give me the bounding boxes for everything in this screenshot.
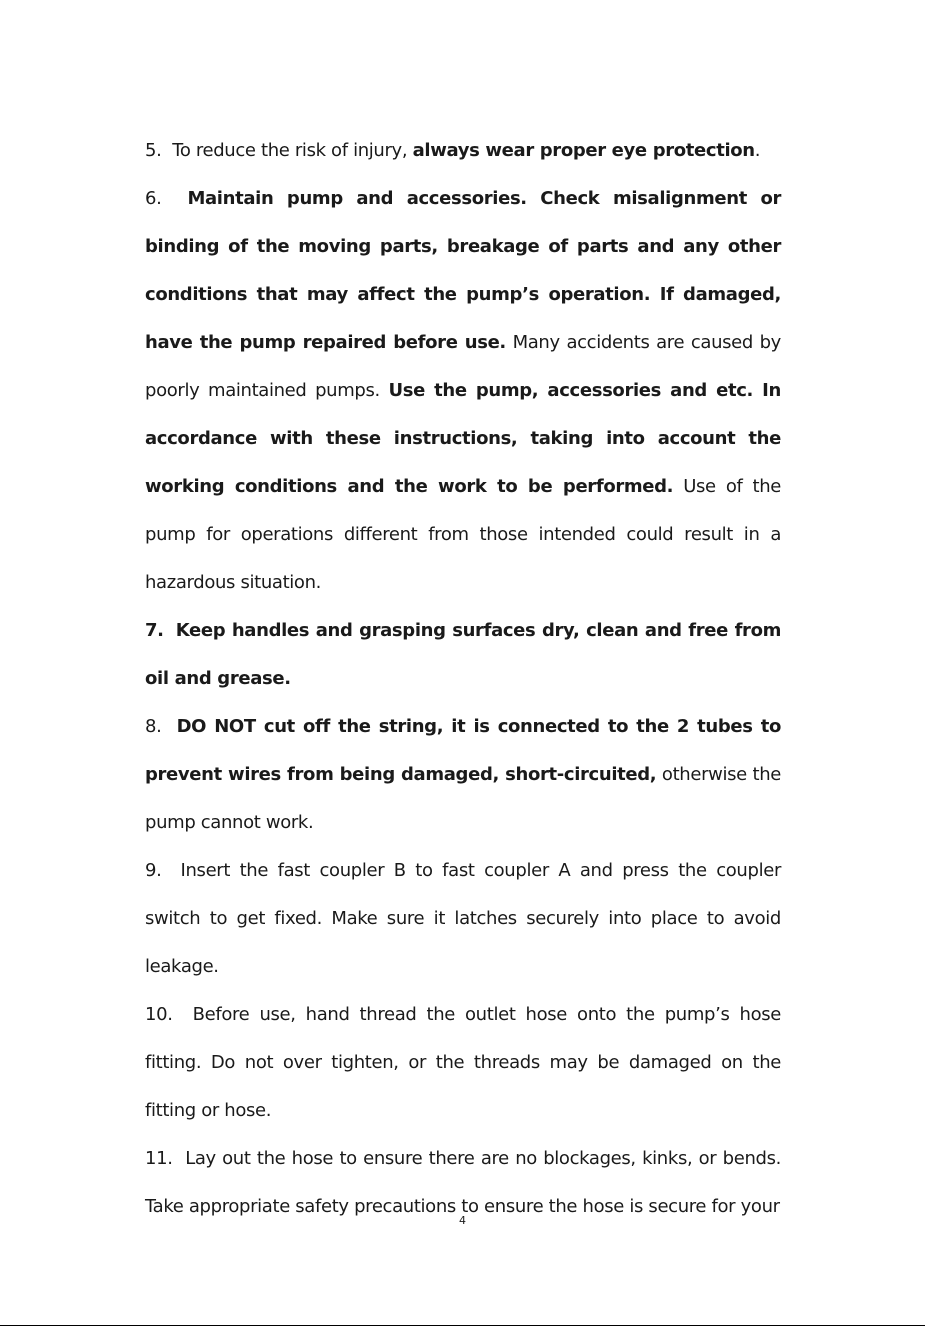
instruction-item: [145, 991, 781, 1135]
instruction-item: [145, 607, 781, 703]
item-number: 8.: [145, 716, 162, 737]
page-number: 4: [459, 1214, 466, 1227]
emphasis-text: DO NOT cut off the string, it is connected to the 2 tubes to prevent wires from being damaged, short-circuited,: [145, 716, 782, 785]
body-text: Lay out the hose to ensure there are no blockages, kinks, or bends. Take appropriate safety precautions to ensure the hose is secure for your: [145, 1148, 781, 1217]
manual-body: [145, 127, 781, 1231]
body-text: Insert the fast coupler B to fast coupler A and press the coupler switch to get fixed. Make sure it latches securely into place to avoid leakage.: [145, 860, 781, 977]
item-number: 9.: [145, 860, 162, 881]
item-number: 6.: [145, 188, 162, 209]
item-number: 5.: [145, 140, 162, 161]
item-number: 7.: [145, 620, 164, 641]
body-text: Many accidents are caused by poorly maintained pumps.: [145, 332, 781, 401]
item-number: 10.: [145, 1004, 173, 1025]
emphasis-text: always wear proper eye protection: [412, 140, 755, 161]
body-text: Use of the pump for operations different from those intended could result in a hazardous situation.: [145, 476, 781, 593]
item-number: 11.: [145, 1148, 173, 1169]
emphasis-text: Maintain pump and accessories. Check misalignment or binding of the moving parts, breakage of parts and any other conditions that may affect the pump’s operation. If damaged, have the pump repaired before use.: [145, 188, 782, 353]
instruction-item: [145, 703, 781, 847]
body-text: .: [754, 140, 761, 161]
instruction-item: [145, 127, 781, 175]
emphasis-text: Keep handles and grasping surfaces dry, clean and free from oil and grease.: [145, 620, 782, 689]
instruction-item: [145, 175, 781, 607]
body-text: Before use, hand thread the outlet hose onto the pump’s hose fitting. Do not over tighten, or the threads may be damaged on the fitting or hose.: [145, 1004, 782, 1121]
instruction-item: [145, 847, 781, 991]
body-text: To reduce the risk of injury,: [172, 140, 413, 161]
emphasis-text: Use the pump, accessories and etc. In accordance with these instructions, taking into account the working conditions and the work to be performed.: [145, 380, 781, 497]
body-text: otherwise the pump cannot work.: [145, 764, 781, 833]
page-bottom-rule: [0, 1325, 925, 1326]
